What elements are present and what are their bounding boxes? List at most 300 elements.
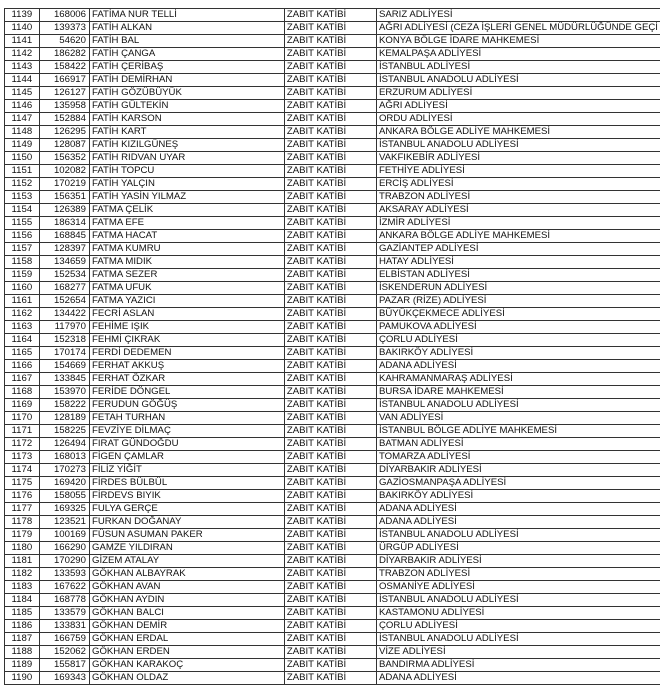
table-row bbox=[5, 373, 660, 386]
full-name-cell: FEVZİYE DİLMAÇ bbox=[89, 425, 284, 438]
table-row bbox=[5, 100, 660, 113]
row-number-cell: 1183 bbox=[5, 581, 40, 594]
assigned-unit-cell: HATAY ADLİYESİ bbox=[376, 256, 660, 269]
job-title-cell: ZABIT KATİBİ bbox=[284, 646, 376, 659]
registry-number-cell: 186282 bbox=[39, 48, 89, 61]
registry-number-cell: 156351 bbox=[39, 191, 89, 204]
job-title-cell: ZABIT KATİBİ bbox=[284, 555, 376, 568]
row-number-cell: 1170 bbox=[5, 412, 40, 425]
full-name-cell: GÖKHAN KARAKOÇ bbox=[89, 659, 284, 672]
full-name-cell: FATMA HACAT bbox=[89, 230, 284, 243]
row-number-cell: 1187 bbox=[5, 633, 40, 646]
full-name-cell: GÖKHAN OLDAZ bbox=[89, 672, 284, 685]
table-row bbox=[5, 230, 660, 243]
row-number-cell: 1153 bbox=[5, 191, 40, 204]
assigned-unit-cell: ANKARA BÖLGE ADLİYE MAHKEMESİ bbox=[376, 230, 660, 243]
table-row bbox=[5, 633, 660, 646]
full-name-cell: FATİH ÇANGA bbox=[89, 48, 284, 61]
row-number-cell: 1146 bbox=[5, 100, 40, 113]
full-name-cell: FATMA SEZER bbox=[89, 269, 284, 282]
table-row bbox=[5, 646, 660, 659]
row-number-cell: 1149 bbox=[5, 139, 40, 152]
assigned-unit-cell: İSTANBUL ADLİYESİ bbox=[376, 61, 660, 74]
assigned-unit-cell: BANDIRMA ADLİYESİ bbox=[376, 659, 660, 672]
job-title-cell: ZABIT KATİBİ bbox=[284, 607, 376, 620]
registry-number-cell: 134659 bbox=[39, 256, 89, 269]
job-title-cell: ZABIT KATİBİ bbox=[284, 22, 376, 35]
row-number-cell: 1169 bbox=[5, 399, 40, 412]
assigned-unit-cell: İSTANBUL ANADOLU ADLİYESİ bbox=[376, 74, 660, 87]
full-name-cell: FATMA UFUK bbox=[89, 282, 284, 295]
assigned-unit-cell: VAKFIKEBİR ADLİYESİ bbox=[376, 152, 660, 165]
row-number-cell: 1174 bbox=[5, 464, 40, 477]
job-title-cell: ZABIT KATİBİ bbox=[284, 659, 376, 672]
table-row bbox=[5, 48, 660, 61]
assigned-unit-cell: SARIZ ADLİYESİ bbox=[376, 9, 660, 22]
full-name-cell: FATİH GÖZÜBÜYÜK bbox=[89, 87, 284, 100]
table-row bbox=[5, 22, 660, 35]
registry-number-cell: 126494 bbox=[39, 438, 89, 451]
registry-number-cell: 158222 bbox=[39, 399, 89, 412]
registry-number-cell: 152062 bbox=[39, 646, 89, 659]
row-number-cell: 1188 bbox=[5, 646, 40, 659]
table-row bbox=[5, 490, 660, 503]
job-title-cell: ZABIT KATİBİ bbox=[284, 191, 376, 204]
full-name-cell: FATİH KART bbox=[89, 126, 284, 139]
job-title-cell: ZABIT KATİBİ bbox=[284, 594, 376, 607]
table-row bbox=[5, 321, 660, 334]
registry-number-cell: 126389 bbox=[39, 204, 89, 217]
registry-number-cell: 166290 bbox=[39, 542, 89, 555]
full-name-cell: GAMZE YILDIRAN bbox=[89, 542, 284, 555]
row-number-cell: 1143 bbox=[5, 61, 40, 74]
job-title-cell: ZABIT KATİBİ bbox=[284, 61, 376, 74]
job-title-cell: ZABIT KATİBİ bbox=[284, 74, 376, 87]
row-number-cell: 1173 bbox=[5, 451, 40, 464]
assigned-unit-cell: GAZİOSMANPAŞA ADLİYESİ bbox=[376, 477, 660, 490]
full-name-cell: GÖKHAN DEMİR bbox=[89, 620, 284, 633]
registry-number-cell: 54620 bbox=[39, 35, 89, 48]
registry-number-cell: 134422 bbox=[39, 308, 89, 321]
row-number-cell: 1165 bbox=[5, 347, 40, 360]
table-row bbox=[5, 594, 660, 607]
full-name-cell: FATİH TOPCU bbox=[89, 165, 284, 178]
table-row bbox=[5, 334, 660, 347]
row-number-cell: 1148 bbox=[5, 126, 40, 139]
row-number-cell: 1182 bbox=[5, 568, 40, 581]
registry-number-cell: 168013 bbox=[39, 451, 89, 464]
registry-number-cell: 152318 bbox=[39, 334, 89, 347]
assigned-unit-cell: BAKIRKÖY ADLİYESİ bbox=[376, 347, 660, 360]
table-row bbox=[5, 269, 660, 282]
registry-number-cell: 186314 bbox=[39, 217, 89, 230]
full-name-cell: FATİH KIZILGÜNEŞ bbox=[89, 139, 284, 152]
job-title-cell: ZABIT KATİBİ bbox=[284, 334, 376, 347]
table-row bbox=[5, 399, 660, 412]
job-title-cell: ZABIT KATİBİ bbox=[284, 321, 376, 334]
table-row bbox=[5, 529, 660, 542]
full-name-cell: GÖKHAN ALBAYRAK bbox=[89, 568, 284, 581]
job-title-cell: ZABIT KATİBİ bbox=[284, 672, 376, 685]
table-row bbox=[5, 555, 660, 568]
full-name-cell: FIRAT GÜNDOĞDU bbox=[89, 438, 284, 451]
registry-number-cell: 152534 bbox=[39, 269, 89, 282]
row-number-cell: 1184 bbox=[5, 594, 40, 607]
table-row bbox=[5, 243, 660, 256]
row-number-cell: 1171 bbox=[5, 425, 40, 438]
full-name-cell: FATİH YALÇIN bbox=[89, 178, 284, 191]
table-row bbox=[5, 659, 660, 672]
assigned-unit-cell: OSMANİYE ADLİYESİ bbox=[376, 581, 660, 594]
registry-number-cell: 126127 bbox=[39, 87, 89, 100]
full-name-cell: FATİH GÜLTEKİN bbox=[89, 100, 284, 113]
job-title-cell: ZABIT KATİBİ bbox=[284, 256, 376, 269]
registry-number-cell: 154669 bbox=[39, 360, 89, 373]
registry-number-cell: 102082 bbox=[39, 165, 89, 178]
job-title-cell: ZABIT KATİBİ bbox=[284, 152, 376, 165]
full-name-cell: FERHAT AKKUŞ bbox=[89, 360, 284, 373]
full-name-cell: FİRDEVS BIYIK bbox=[89, 490, 284, 503]
assigned-unit-cell: ELBİSTAN ADLİYESİ bbox=[376, 269, 660, 282]
assigned-unit-cell: DİYARBAKIR ADLİYESİ bbox=[376, 555, 660, 568]
table-row bbox=[5, 308, 660, 321]
table-body bbox=[5, 9, 660, 685]
row-number-cell: 1172 bbox=[5, 438, 40, 451]
table-row bbox=[5, 9, 660, 22]
job-title-cell: ZABIT KATİBİ bbox=[284, 451, 376, 464]
row-number-cell: 1178 bbox=[5, 516, 40, 529]
full-name-cell: FİLİZ YİĞİT bbox=[89, 464, 284, 477]
full-name-cell: FETAH TURHAN bbox=[89, 412, 284, 425]
table-row bbox=[5, 178, 660, 191]
job-title-cell: ZABIT KATİBİ bbox=[284, 217, 376, 230]
registry-number-cell: 156352 bbox=[39, 152, 89, 165]
row-number-cell: 1190 bbox=[5, 672, 40, 685]
full-name-cell: GÖKHAN AYDIN bbox=[89, 594, 284, 607]
full-name-cell: FATİH DEMİRHAN bbox=[89, 74, 284, 87]
registry-number-cell: 100169 bbox=[39, 529, 89, 542]
table-row bbox=[5, 61, 660, 74]
row-number-cell: 1181 bbox=[5, 555, 40, 568]
table-row bbox=[5, 360, 660, 373]
registry-number-cell: 135958 bbox=[39, 100, 89, 113]
registry-number-cell: 123521 bbox=[39, 516, 89, 529]
registry-number-cell: 133845 bbox=[39, 373, 89, 386]
row-number-cell: 1142 bbox=[5, 48, 40, 61]
assigned-unit-cell: İSTANBUL ANADOLU ADLİYESİ bbox=[376, 594, 660, 607]
row-number-cell: 1150 bbox=[5, 152, 40, 165]
job-title-cell: ZABIT KATİBİ bbox=[284, 269, 376, 282]
assigned-unit-cell: İSTANBUL ANADOLU ADLİYESİ bbox=[376, 633, 660, 646]
row-number-cell: 1152 bbox=[5, 178, 40, 191]
full-name-cell: GÖKHAN AVAN bbox=[89, 581, 284, 594]
row-number-cell: 1159 bbox=[5, 269, 40, 282]
registry-number-cell: 155817 bbox=[39, 659, 89, 672]
assigned-unit-cell: BAKIRKÖY ADLİYESİ bbox=[376, 490, 660, 503]
registry-number-cell: 170219 bbox=[39, 178, 89, 191]
row-number-cell: 1161 bbox=[5, 295, 40, 308]
registry-number-cell: 170273 bbox=[39, 464, 89, 477]
full-name-cell: FATİH BAL bbox=[89, 35, 284, 48]
assigned-unit-cell: AĞRI ADLİYESİ bbox=[376, 100, 660, 113]
table-row bbox=[5, 256, 660, 269]
job-title-cell: ZABIT KATİBİ bbox=[284, 126, 376, 139]
row-number-cell: 1164 bbox=[5, 334, 40, 347]
row-number-cell: 1155 bbox=[5, 217, 40, 230]
registry-number-cell: 153970 bbox=[39, 386, 89, 399]
assigned-unit-cell: FETHİYE ADLİYESİ bbox=[376, 165, 660, 178]
job-title-cell: ZABIT KATİBİ bbox=[284, 633, 376, 646]
assigned-unit-cell: ERZURUM ADLİYESİ bbox=[376, 87, 660, 100]
assigned-unit-cell: İZMİR ADLİYESİ bbox=[376, 217, 660, 230]
assigned-unit-cell: BATMAN ADLİYESİ bbox=[376, 438, 660, 451]
registry-number-cell: 133579 bbox=[39, 607, 89, 620]
assigned-unit-cell: ÜRGÜP ADLİYESİ bbox=[376, 542, 660, 555]
job-title-cell: ZABIT KATİBİ bbox=[284, 347, 376, 360]
registry-number-cell: 166759 bbox=[39, 633, 89, 646]
job-title-cell: ZABIT KATİBİ bbox=[284, 308, 376, 321]
row-number-cell: 1160 bbox=[5, 282, 40, 295]
table-row bbox=[5, 87, 660, 100]
full-name-cell: GÖKHAN ERDAL bbox=[89, 633, 284, 646]
table-row bbox=[5, 672, 660, 685]
full-name-cell: GİZEM ATALAY bbox=[89, 555, 284, 568]
full-name-cell: FATİMA NUR TELLİ bbox=[89, 9, 284, 22]
job-title-cell: ZABIT KATİBİ bbox=[284, 373, 376, 386]
full-name-cell: FÜSUN ASUMAN PAKER bbox=[89, 529, 284, 542]
registry-number-cell: 169325 bbox=[39, 503, 89, 516]
job-title-cell: ZABIT KATİBİ bbox=[284, 48, 376, 61]
job-title-cell: ZABIT KATİBİ bbox=[284, 516, 376, 529]
assigned-unit-cell: VAN ADLİYESİ bbox=[376, 412, 660, 425]
registry-number-cell: 169420 bbox=[39, 477, 89, 490]
row-number-cell: 1167 bbox=[5, 373, 40, 386]
registry-number-cell: 169343 bbox=[39, 672, 89, 685]
assigned-unit-cell: KAHRAMANMARAŞ ADLİYESİ bbox=[376, 373, 660, 386]
table-row bbox=[5, 126, 660, 139]
job-title-cell: ZABIT KATİBİ bbox=[284, 139, 376, 152]
job-title-cell: ZABIT KATİBİ bbox=[284, 529, 376, 542]
job-title-cell: ZABIT KATİBİ bbox=[284, 35, 376, 48]
assigned-unit-cell: İSTANBUL ANADOLU ADLİYESİ bbox=[376, 399, 660, 412]
job-title-cell: ZABIT KATİBİ bbox=[284, 464, 376, 477]
full-name-cell: FATMA KUMRU bbox=[89, 243, 284, 256]
row-number-cell: 1179 bbox=[5, 529, 40, 542]
full-name-cell: FERUDUN GÖĞÜŞ bbox=[89, 399, 284, 412]
table-row bbox=[5, 607, 660, 620]
registry-number-cell: 158055 bbox=[39, 490, 89, 503]
assigned-unit-cell: VİZE ADLİYESİ bbox=[376, 646, 660, 659]
registry-number-cell: 170174 bbox=[39, 347, 89, 360]
assigned-unit-cell: BURSA İDARE MAHKEMESİ bbox=[376, 386, 660, 399]
assigned-unit-cell: ÇORLU ADLİYESİ bbox=[376, 620, 660, 633]
job-title-cell: ZABIT KATİBİ bbox=[284, 204, 376, 217]
table-row bbox=[5, 165, 660, 178]
table-row bbox=[5, 74, 660, 87]
assigned-unit-cell: PAMUKOVA ADLİYESİ bbox=[376, 321, 660, 334]
registry-number-cell: 167622 bbox=[39, 581, 89, 594]
row-number-cell: 1176 bbox=[5, 490, 40, 503]
job-title-cell: ZABIT KATİBİ bbox=[284, 412, 376, 425]
job-title-cell: ZABIT KATİBİ bbox=[284, 282, 376, 295]
table-row bbox=[5, 477, 660, 490]
full-name-cell: FULYA GERÇE bbox=[89, 503, 284, 516]
registry-number-cell: 128397 bbox=[39, 243, 89, 256]
assigned-unit-cell: ERCİŞ ADLİYESİ bbox=[376, 178, 660, 191]
job-title-cell: ZABIT KATİBİ bbox=[284, 438, 376, 451]
job-title-cell: ZABIT KATİBİ bbox=[284, 620, 376, 633]
assigned-unit-cell: ÇORLU ADLİYESİ bbox=[376, 334, 660, 347]
registry-number-cell: 133593 bbox=[39, 568, 89, 581]
table-row bbox=[5, 152, 660, 165]
table-row bbox=[5, 425, 660, 438]
job-title-cell: ZABIT KATİBİ bbox=[284, 178, 376, 191]
full-name-cell: FATMA EFE bbox=[89, 217, 284, 230]
job-title-cell: ZABIT KATİBİ bbox=[284, 230, 376, 243]
assigned-unit-cell: İSTANBUL BÖLGE ADLİYE MAHKEMESİ bbox=[376, 425, 660, 438]
assigned-unit-cell: ADANA ADLİYESİ bbox=[376, 360, 660, 373]
row-number-cell: 1145 bbox=[5, 87, 40, 100]
job-title-cell: ZABIT KATİBİ bbox=[284, 87, 376, 100]
row-number-cell: 1185 bbox=[5, 607, 40, 620]
table-row bbox=[5, 516, 660, 529]
table-row bbox=[5, 386, 660, 399]
full-name-cell: FATMA ÇELİK bbox=[89, 204, 284, 217]
full-name-cell: FERDİ DEDEMEN bbox=[89, 347, 284, 360]
job-title-cell: ZABIT KATİBİ bbox=[284, 503, 376, 516]
full-name-cell: FATİH ALKAN bbox=[89, 22, 284, 35]
full-name-cell: FERHAT ÖZKAR bbox=[89, 373, 284, 386]
table-row bbox=[5, 451, 660, 464]
registry-number-cell: 152884 bbox=[39, 113, 89, 126]
table-row bbox=[5, 412, 660, 425]
row-number-cell: 1154 bbox=[5, 204, 40, 217]
row-number-cell: 1139 bbox=[5, 9, 40, 22]
full-name-cell: FEHMİ ÇIKRAK bbox=[89, 334, 284, 347]
row-number-cell: 1144 bbox=[5, 74, 40, 87]
assigned-unit-cell: KONYA BÖLGE İDARE MAHKEMESİ bbox=[376, 35, 660, 48]
job-title-cell: ZABIT KATİBİ bbox=[284, 100, 376, 113]
table-row bbox=[5, 282, 660, 295]
full-name-cell: FATMA MIDIK bbox=[89, 256, 284, 269]
job-title-cell: ZABIT KATİBİ bbox=[284, 581, 376, 594]
full-name-cell: FURKAN DOĞANAY bbox=[89, 516, 284, 529]
assigned-unit-cell: ADANA ADLİYESİ bbox=[376, 672, 660, 685]
full-name-cell: FATİH YASİN YILMAZ bbox=[89, 191, 284, 204]
row-number-cell: 1180 bbox=[5, 542, 40, 555]
row-number-cell: 1177 bbox=[5, 503, 40, 516]
assigned-unit-cell: TRABZON ADLİYESİ bbox=[376, 191, 660, 204]
table-row bbox=[5, 35, 660, 48]
table-row bbox=[5, 568, 660, 581]
registry-number-cell: 117970 bbox=[39, 321, 89, 334]
assigned-unit-cell: İSKENDERUN ADLİYESİ bbox=[376, 282, 660, 295]
job-title-cell: ZABIT KATİBİ bbox=[284, 425, 376, 438]
table-row bbox=[5, 295, 660, 308]
registry-number-cell: 128189 bbox=[39, 412, 89, 425]
assigned-unit-cell: İSTANBUL ANADOLU ADLİYESİ bbox=[376, 529, 660, 542]
registry-number-cell: 139373 bbox=[39, 22, 89, 35]
full-name-cell: FATMA YAZICI bbox=[89, 295, 284, 308]
table-row bbox=[5, 438, 660, 451]
job-title-cell: ZABIT KATİBİ bbox=[284, 490, 376, 503]
assigned-unit-cell: ADANA ADLİYESİ bbox=[376, 503, 660, 516]
assigned-unit-cell: DİYARBAKIR ADLİYESİ bbox=[376, 464, 660, 477]
row-number-cell: 1158 bbox=[5, 256, 40, 269]
table-row bbox=[5, 620, 660, 633]
job-title-cell: ZABIT KATİBİ bbox=[284, 9, 376, 22]
assigned-unit-cell: ANKARA BÖLGE ADLİYE MAHKEMESİ bbox=[376, 126, 660, 139]
registry-number-cell: 152654 bbox=[39, 295, 89, 308]
row-number-cell: 1168 bbox=[5, 386, 40, 399]
row-number-cell: 1151 bbox=[5, 165, 40, 178]
registry-number-cell: 168845 bbox=[39, 230, 89, 243]
full-name-cell: FİGEN ÇAMLAR bbox=[89, 451, 284, 464]
registry-number-cell: 158225 bbox=[39, 425, 89, 438]
registry-number-cell: 168277 bbox=[39, 282, 89, 295]
job-title-cell: ZABIT KATİBİ bbox=[284, 295, 376, 308]
table-row bbox=[5, 581, 660, 594]
table-row bbox=[5, 204, 660, 217]
registry-number-cell: 170290 bbox=[39, 555, 89, 568]
registry-number-cell: 133831 bbox=[39, 620, 89, 633]
row-number-cell: 1156 bbox=[5, 230, 40, 243]
table-row bbox=[5, 347, 660, 360]
full-name-cell: FEHİME IŞIK bbox=[89, 321, 284, 334]
full-name-cell: FECRİ ASLAN bbox=[89, 308, 284, 321]
full-name-cell: FATİH RIDVAN UYAR bbox=[89, 152, 284, 165]
row-number-cell: 1175 bbox=[5, 477, 40, 490]
full-name-cell: FERİDE DÖNGEL bbox=[89, 386, 284, 399]
row-number-cell: 1140 bbox=[5, 22, 40, 35]
job-title-cell: ZABIT KATİBİ bbox=[284, 399, 376, 412]
assigned-unit-cell: ORDU ADLİYESİ bbox=[376, 113, 660, 126]
assigned-unit-cell: KASTAMONU ADLİYESİ bbox=[376, 607, 660, 620]
registry-number-cell: 128087 bbox=[39, 139, 89, 152]
assigned-unit-cell: TOMARZA ADLİYESİ bbox=[376, 451, 660, 464]
assigned-unit-cell: AKSARAY ADLİYESİ bbox=[376, 204, 660, 217]
assigned-unit-cell: PAZAR (RİZE) ADLİYESİ bbox=[376, 295, 660, 308]
personnel-table bbox=[4, 8, 660, 685]
row-number-cell: 1189 bbox=[5, 659, 40, 672]
assigned-unit-cell: AĞRI ADLİYESİ (CEZA İŞLERİ GENEL MÜDÜRLÜĞÜNDE GEÇİ bbox=[376, 22, 660, 35]
table-row bbox=[5, 191, 660, 204]
row-number-cell: 1186 bbox=[5, 620, 40, 633]
row-number-cell: 1166 bbox=[5, 360, 40, 373]
table-row bbox=[5, 113, 660, 126]
job-title-cell: ZABIT KATİBİ bbox=[284, 360, 376, 373]
assigned-unit-cell: ADANA ADLİYESİ bbox=[376, 516, 660, 529]
table-row bbox=[5, 464, 660, 477]
row-number-cell: 1162 bbox=[5, 308, 40, 321]
table-row bbox=[5, 542, 660, 555]
assigned-unit-cell: İSTANBUL ANADOLU ADLİYESİ bbox=[376, 139, 660, 152]
registry-number-cell: 158422 bbox=[39, 61, 89, 74]
full-name-cell: FİRDES BÜLBÜL bbox=[89, 477, 284, 490]
job-title-cell: ZABIT KATİBİ bbox=[284, 477, 376, 490]
job-title-cell: ZABIT KATİBİ bbox=[284, 542, 376, 555]
registry-number-cell: 166917 bbox=[39, 74, 89, 87]
table-row bbox=[5, 139, 660, 152]
table-row bbox=[5, 503, 660, 516]
job-title-cell: ZABIT KATİBİ bbox=[284, 113, 376, 126]
job-title-cell: ZABIT KATİBİ bbox=[284, 165, 376, 178]
full-name-cell: GÖKHAN BALCI bbox=[89, 607, 284, 620]
job-title-cell: ZABIT KATİBİ bbox=[284, 386, 376, 399]
full-name-cell: GÖKHAN ERDEN bbox=[89, 646, 284, 659]
table-row bbox=[5, 217, 660, 230]
registry-number-cell: 168778 bbox=[39, 594, 89, 607]
